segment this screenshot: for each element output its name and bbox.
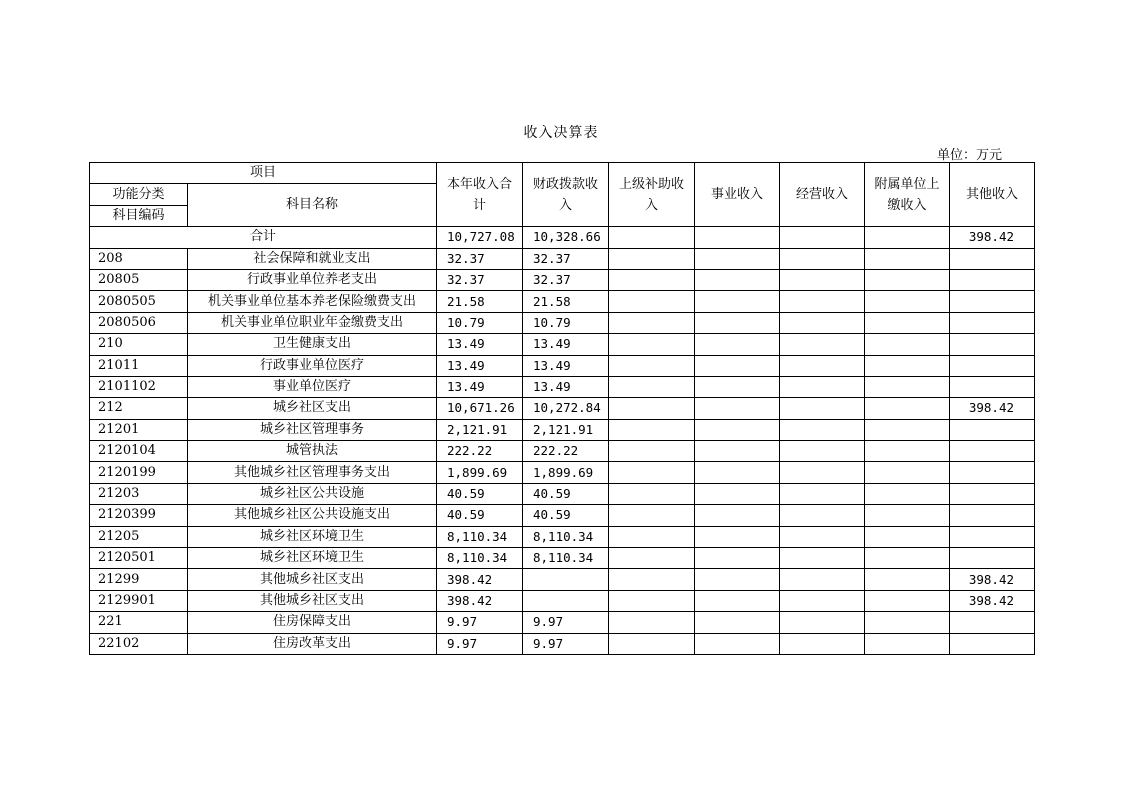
row-name: 城乡社区支出 <box>188 398 437 419</box>
row-business <box>695 376 780 397</box>
row-business <box>695 462 780 483</box>
table-row <box>90 590 1035 611</box>
row-total: 222.22 <box>437 441 523 462</box>
row-other <box>950 312 1035 333</box>
table-row <box>90 291 1035 312</box>
row-total: 32.37 <box>437 248 523 269</box>
row-total: 40.59 <box>437 505 523 526</box>
row-fiscal: 40.59 <box>523 483 609 504</box>
row-superior <box>609 419 695 440</box>
row-superior <box>609 612 695 633</box>
row-business <box>695 269 780 290</box>
row-total: 21.58 <box>437 291 523 312</box>
row-business <box>695 355 780 376</box>
row-affiliated <box>865 291 950 312</box>
row-code: 2120501 <box>90 548 188 569</box>
row-operating <box>780 483 865 504</box>
row-other <box>950 612 1035 633</box>
header-subject-name: 科目名称 <box>188 184 437 227</box>
row-name: 行政事业单位医疗 <box>188 355 437 376</box>
row-total: 8,110.34 <box>437 548 523 569</box>
row-business <box>695 398 780 419</box>
row-affiliated <box>865 569 950 590</box>
table-row <box>90 355 1035 376</box>
row-code: 21299 <box>90 569 188 590</box>
row-other: 398.42 <box>950 569 1035 590</box>
row-operating <box>780 505 865 526</box>
row-total: 2,121.91 <box>437 419 523 440</box>
row-fiscal: 13.49 <box>523 334 609 355</box>
row-name: 住房保障支出 <box>188 612 437 633</box>
row-operating <box>780 590 865 611</box>
row-fiscal: 222.22 <box>523 441 609 462</box>
table-row <box>90 312 1035 333</box>
row-other: 398.42 <box>950 590 1035 611</box>
row-superior <box>609 376 695 397</box>
row-name: 其他城乡社区支出 <box>188 590 437 611</box>
row-code: 210 <box>90 334 188 355</box>
row-other <box>950 441 1035 462</box>
table-body <box>90 227 1035 655</box>
header-business: 事业收入 <box>695 163 780 227</box>
header-func-class: 功能分类 <box>90 184 188 205</box>
row-affiliated <box>865 633 950 654</box>
row-other <box>950 355 1035 376</box>
row-operating <box>780 248 865 269</box>
row-affiliated <box>865 398 950 419</box>
row-business <box>695 505 780 526</box>
row-fiscal: 21.58 <box>523 291 609 312</box>
row-code: 221 <box>90 612 188 633</box>
row-superior <box>609 633 695 654</box>
report-title: 收入决算表 <box>523 125 599 141</box>
row-fiscal: 10.79 <box>523 312 609 333</box>
row-other <box>950 248 1035 269</box>
row-name: 城乡社区公共设施 <box>188 483 437 504</box>
table-row <box>90 633 1035 654</box>
row-code: 2120199 <box>90 462 188 483</box>
row-other <box>950 633 1035 654</box>
row-fiscal: 10,272.84 <box>523 398 609 419</box>
row-fiscal: 1,899.69 <box>523 462 609 483</box>
row-name: 卫生健康支出 <box>188 334 437 355</box>
row-code: 208 <box>90 248 188 269</box>
row-name: 事业单位医疗 <box>188 376 437 397</box>
row-operating <box>780 269 865 290</box>
row-fiscal <box>523 569 609 590</box>
row-business <box>695 441 780 462</box>
row-affiliated <box>865 612 950 633</box>
row-superior <box>609 334 695 355</box>
row-total: 398.42 <box>437 590 523 611</box>
row-affiliated <box>865 526 950 547</box>
row-operating <box>780 291 865 312</box>
row-code: 2101102 <box>90 376 188 397</box>
table-row <box>90 398 1035 419</box>
row-affiliated <box>865 312 950 333</box>
row-fiscal: 8,110.34 <box>523 548 609 569</box>
row-operating <box>780 334 865 355</box>
row-superior <box>609 355 695 376</box>
row-other <box>950 269 1035 290</box>
row-affiliated <box>865 248 950 269</box>
header-other: 其他收入 <box>950 163 1035 227</box>
total-label: 合计 <box>90 227 437 248</box>
row-superior <box>609 569 695 590</box>
row-business <box>695 291 780 312</box>
row-code: 21205 <box>90 526 188 547</box>
row-superior <box>609 505 695 526</box>
row-total: 9.97 <box>437 612 523 633</box>
table-row <box>90 248 1035 269</box>
row-name: 行政事业单位养老支出 <box>188 269 437 290</box>
row-name: 城乡社区管理事务 <box>188 419 437 440</box>
row-affiliated <box>865 376 950 397</box>
row-affiliated <box>865 505 950 526</box>
table-header <box>90 163 1035 227</box>
row-total: 13.49 <box>437 334 523 355</box>
row-operating <box>780 355 865 376</box>
row-fiscal <box>523 590 609 611</box>
row-fiscal: 8,110.34 <box>523 526 609 547</box>
row-other <box>950 291 1035 312</box>
row-affiliated <box>865 419 950 440</box>
row-other <box>950 483 1035 504</box>
row-business <box>695 419 780 440</box>
row-superior <box>609 269 695 290</box>
row-code: 2120399 <box>90 505 188 526</box>
table-row <box>90 483 1035 504</box>
row-superior <box>609 291 695 312</box>
table-row <box>90 569 1035 590</box>
row-operating <box>780 462 865 483</box>
row-code: 20805 <box>90 269 188 290</box>
row-code: 21201 <box>90 419 188 440</box>
row-operating <box>780 526 865 547</box>
row-affiliated <box>865 269 950 290</box>
row-code: 21203 <box>90 483 188 504</box>
total-superior <box>609 227 695 248</box>
row-superior <box>609 441 695 462</box>
row-affiliated <box>865 334 950 355</box>
row-code: 2129901 <box>90 590 188 611</box>
row-affiliated <box>865 441 950 462</box>
row-code: 2080505 <box>90 291 188 312</box>
row-operating <box>780 633 865 654</box>
row-total: 13.49 <box>437 355 523 376</box>
row-operating <box>780 569 865 590</box>
row-name: 其他城乡社区管理事务支出 <box>188 462 437 483</box>
row-fiscal: 2,121.91 <box>523 419 609 440</box>
row-fiscal: 9.97 <box>523 633 609 654</box>
row-affiliated <box>865 462 950 483</box>
row-operating <box>780 312 865 333</box>
row-superior <box>609 526 695 547</box>
row-operating <box>780 548 865 569</box>
table-row <box>90 419 1035 440</box>
row-superior <box>609 590 695 611</box>
row-business <box>695 248 780 269</box>
row-name: 城乡社区环境卫生 <box>188 526 437 547</box>
row-name: 其他城乡社区公共设施支出 <box>188 505 437 526</box>
row-fiscal: 13.49 <box>523 376 609 397</box>
row-fiscal: 9.97 <box>523 612 609 633</box>
row-superior <box>609 462 695 483</box>
row-name: 城管执法 <box>188 441 437 462</box>
total-income: 10,727.08 <box>437 227 523 248</box>
row-operating <box>780 612 865 633</box>
row-business <box>695 312 780 333</box>
row-superior <box>609 483 695 504</box>
table-row <box>90 526 1035 547</box>
table-row <box>90 441 1035 462</box>
row-total: 32.37 <box>437 269 523 290</box>
row-other: 398.42 <box>950 398 1035 419</box>
table-row <box>90 612 1035 633</box>
row-affiliated <box>865 548 950 569</box>
total-operating <box>780 227 865 248</box>
row-code: 22102 <box>90 633 188 654</box>
header-fiscal: 财政拨款收入 <box>523 163 609 227</box>
table-row <box>90 269 1035 290</box>
row-other <box>950 505 1035 526</box>
row-code: 2120104 <box>90 441 188 462</box>
row-fiscal: 32.37 <box>523 248 609 269</box>
row-name: 其他城乡社区支出 <box>188 569 437 590</box>
total-other: 398.42 <box>950 227 1035 248</box>
income-table <box>89 162 1035 655</box>
row-superior <box>609 312 695 333</box>
row-total: 10,671.26 <box>437 398 523 419</box>
row-total: 398.42 <box>437 569 523 590</box>
row-business <box>695 548 780 569</box>
row-code: 21011 <box>90 355 188 376</box>
table-row <box>90 334 1035 355</box>
row-operating <box>780 398 865 419</box>
row-total: 10.79 <box>437 312 523 333</box>
row-business <box>695 612 780 633</box>
header-total: 本年收入合计 <box>437 163 523 227</box>
table-row <box>90 376 1035 397</box>
row-other <box>950 334 1035 355</box>
header-project: 项目 <box>90 163 437 184</box>
total-affiliated <box>865 227 950 248</box>
row-other <box>950 462 1035 483</box>
row-operating <box>780 419 865 440</box>
row-business <box>695 526 780 547</box>
row-fiscal: 13.49 <box>523 355 609 376</box>
row-name: 住房改革支出 <box>188 633 437 654</box>
row-total: 40.59 <box>437 483 523 504</box>
row-business <box>695 483 780 504</box>
row-superior <box>609 248 695 269</box>
row-other <box>950 419 1035 440</box>
row-superior <box>609 548 695 569</box>
row-superior <box>609 398 695 419</box>
row-other <box>950 548 1035 569</box>
row-affiliated <box>865 483 950 504</box>
row-operating <box>780 376 865 397</box>
header-superior: 上级补助收入 <box>609 163 695 227</box>
table-row <box>90 462 1035 483</box>
row-affiliated <box>865 355 950 376</box>
row-total: 1,899.69 <box>437 462 523 483</box>
header-subject-code: 科目编码 <box>90 205 188 226</box>
row-business <box>695 334 780 355</box>
row-other <box>950 526 1035 547</box>
row-code: 212 <box>90 398 188 419</box>
row-total: 8,110.34 <box>437 526 523 547</box>
row-business <box>695 590 780 611</box>
row-total: 13.49 <box>437 376 523 397</box>
header-operating: 经营收入 <box>780 163 865 227</box>
table-row <box>90 548 1035 569</box>
row-other <box>950 376 1035 397</box>
row-name: 机关事业单位职业年金缴费支出 <box>188 312 437 333</box>
total-row <box>90 227 1035 248</box>
row-fiscal: 32.37 <box>523 269 609 290</box>
total-business <box>695 227 780 248</box>
unit-label: 单位：万元 <box>936 148 1002 163</box>
row-fiscal: 40.59 <box>523 505 609 526</box>
row-business <box>695 569 780 590</box>
row-name: 机关事业单位基本养老保险缴费支出 <box>188 291 437 312</box>
row-business <box>695 633 780 654</box>
row-affiliated <box>865 590 950 611</box>
row-operating <box>780 441 865 462</box>
row-name: 城乡社区环境卫生 <box>188 548 437 569</box>
table-row <box>90 505 1035 526</box>
header-affiliated: 附属单位上缴收入 <box>865 163 950 227</box>
row-total: 9.97 <box>437 633 523 654</box>
row-code: 2080506 <box>90 312 188 333</box>
total-fiscal: 10,328.66 <box>523 227 609 248</box>
row-name: 社会保障和就业支出 <box>188 248 437 269</box>
